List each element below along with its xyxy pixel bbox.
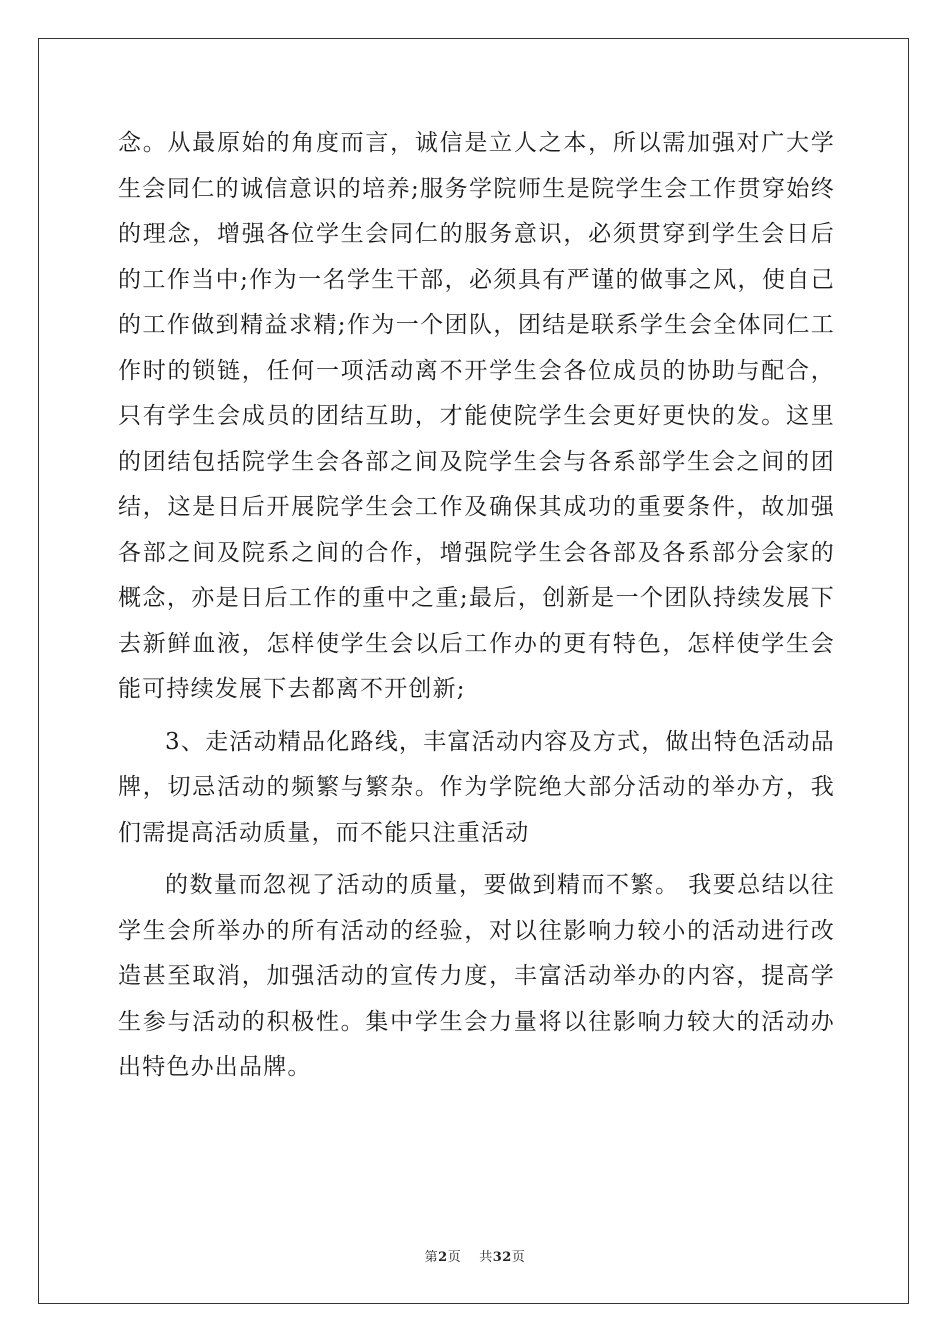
- paragraph-1: 念。从最原始的角度而言，诚信是立人之本，所以需加强对广大学生会同仁的诚信意识的培养;服务学院师生是院学生会工作贯穿始终的理念，增强各位学生会同仁的服务意识，必须贯穿到学生会日后的工作当中;作为一名学生干部，必须具有严谨的做事之风，使自己的工作做到精益求精;作为一个团队，团结是联系学生会全体同仁工作时的锁链，任何一项活动离不开学生会各位成员的协助与配合，只有学生会成员的团结互助，才能使院学生会更好更快的发。这里的团结包括院学生会各部之间及院学生会与各系部学生会之间的团结，这是日后开展院学生会工作及确保其成功的重要条件，故加强各部之间及院系之间的合作，增强院学生会各部及各系部分会家的概念，亦是日后工作的重中之重;最后，创新是一个团队持续发展下去新鲜血液，怎样使学生会以后工作办的更有特色，怎样使学生会能可持续发展下去都离不开创新;: [118, 130, 835, 702]
- current-page-number: 2: [438, 1250, 448, 1265]
- total-page-count: 32: [492, 1250, 512, 1265]
- total-unit: 页: [511, 1250, 526, 1265]
- paragraph-2: 3、走活动精品化路线，丰富活动内容及方式，做出特色活动品牌，切忌活动的频繁与繁杂。作为学院绝大部分活动的举办方，我们需提高活动质量，而不能只注重活动: [118, 728, 835, 846]
- paragraph-3: 的数量而忽视了活动的质量，要做到精而不繁。 我要总结以往学生会所举办的所有活动的经验，对以往影响力较小的活动进行改造甚至取消，加强活动的宣传力度，丰富活动举办的内容，提高学生参与活动的积极性。集中学生会力量将以往影响力较大的活动办出特色办出品牌。: [118, 872, 835, 1080]
- document-body: [118, 121, 835, 1091]
- page-unit: 页: [447, 1250, 462, 1265]
- page-footer: [0, 1246, 950, 1265]
- total-prefix: 共: [479, 1250, 493, 1265]
- page-prefix: 第: [424, 1250, 439, 1265]
